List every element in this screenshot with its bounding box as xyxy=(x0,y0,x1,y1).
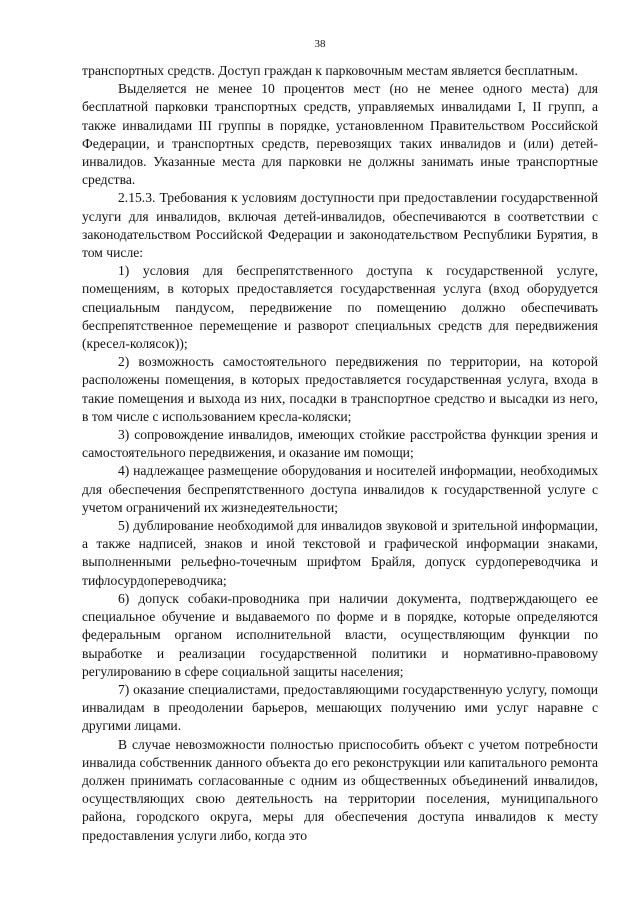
list-item-3: 3) сопровождение инвалидов, имеющих стойкие расстройства функции зрения и самостоятельного передвижения, и оказание им помощи; xyxy=(82,427,598,461)
document-body xyxy=(82,62,598,845)
list-item-1: 1) условия для беспрепятственного доступа к государственной услуге, помещениям, в которых предоставляется государственная услуга (вход оборудуется специальным пандусом, передвижение по помещению должно обеспечивать беспрепятственное перемещение и разворот специальных средств для передвижения (кресел-колясок)); xyxy=(82,263,598,352)
paragraph-parking-access: транспортных средств. Доступ граждан к парковочным местам является бесплатным. xyxy=(82,63,578,78)
page-number: 38 xyxy=(314,38,326,50)
list-item-7: 7) оказание специалистами, предоставляющими государственную услугу, помощи инвалидам в преодолении барьеров, мешающих получению ими услуг наравне с другими лицами. xyxy=(82,681,598,734)
list-item-5: 5) дублирование необходимой для инвалидов звуковой и зрительной информации, а также надписей, знаков и иной текстовой и графической информации знаками, выполненными рельефно-точечным шрифтом Брайля, допуск сурдопереводчика и тифлосурдопереводчика; xyxy=(82,518,598,588)
paragraph-adaptation-impossible: В случае невозможности полностью приспособить объект с учетом потребности инвалида собственник данного объекта до его реконструкции или капитального ремонта должен принимать согласованные с одним из общественных объединений инвалидов, осуществляющих свою деятельность на территории поселения, муниципального района, городского округа, меры для обеспечения доступа инвалидов к месту предоставления услуги либо, когда это xyxy=(82,736,598,843)
paragraph-section-2-15-3: 2.15.3. Требования к условиям доступности при предоставлении государственной услуги для инвалидов, включая детей-инвалидов, обеспечиваются в соответствии с законодательством Российской Федерации и законодательством Республики Бурятия, в том числе: xyxy=(82,190,598,261)
list-item-6: 6) допуск собаки-проводника при наличии документа, подтверждающего ее специальное обучение и выдаваемого по форме и в порядке, которые определяются федеральным органом исполнительной власти, осуществляющим функции по выработке и реализации государственной политики и нормативно-правовому регулированию в сфере социальной защиты населения; xyxy=(82,590,598,679)
list-item-2: 2) возможность самостоятельного передвижения по территории, на которой расположены помещения, в которых предоставляется государственная услуга, входа в такие помещения и выхода из них, посадки в транспортное средство и высадки из него, в том числе с использованием кресла-коляски; xyxy=(82,354,598,424)
paragraph-parking-quota: Выделяется не менее 10 процентов мест (но не менее одного места) для бесплатной парковки транспортных средств, управляемых инвалидами I, II групп, а также инвалидами III группы в порядке, установленном Правительством Российской Федерации, и транспортных средств, перевозящих таких инвалидов и (или) детей-инвалидов. Указанные места для парковки не должны занимать иные транспортные средства. xyxy=(82,81,598,188)
list-item-4: 4) надлежащее размещение оборудования и носителей информации, необходимых для обеспечения беспрепятственного доступа инвалидов к государственной услуге с учетом ограничений их жизнедеятельности; xyxy=(82,463,598,515)
